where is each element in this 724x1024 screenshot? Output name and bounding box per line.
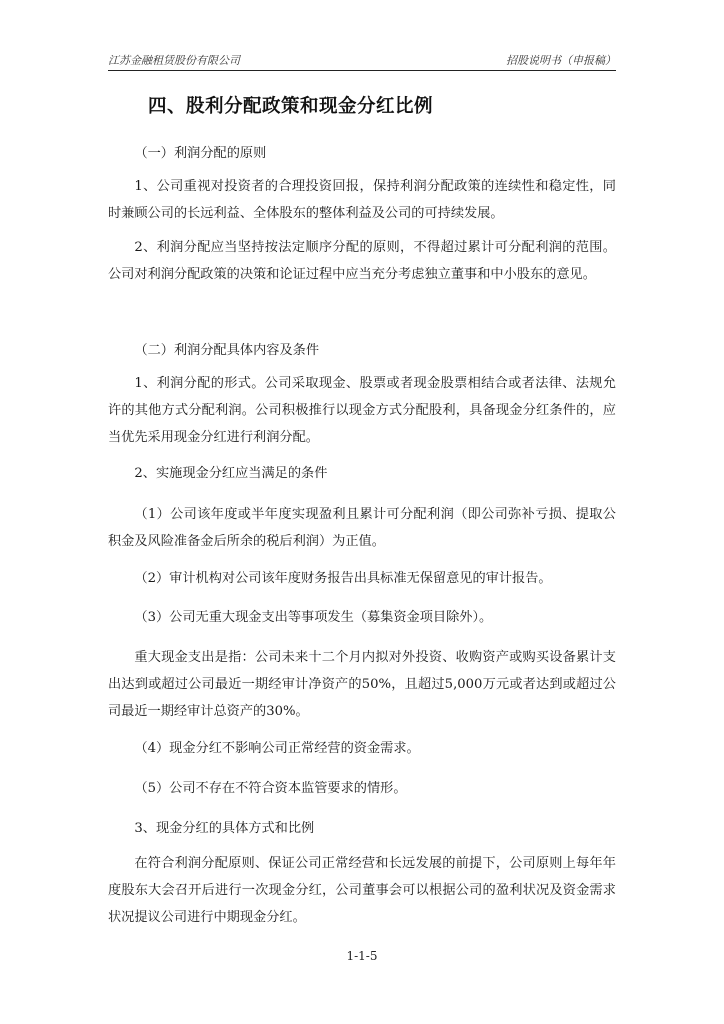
header-document-type: 招股说明书（申报稿） [506,54,616,67]
paragraph: 1、利润分配的形式。公司采取现金、股票或者现金股票相结合或者法律、法规允许的其他方式分配利润。公司积极推行以现金方式分配股利，具备现金分红条件的，应当优先采用现金分红进行利润分配。 [108,376,616,445]
paragraph: 在符合利润分配原则、保证公司正常经营和长远发展的前提下，公司原则上每年年度股东大会召开后进行一次现金分红，公司董事会可以根据公司的盈利状况及资金需求状况提议公司进行中期现金分红。 [108,856,616,925]
page-number: 1-1-5 [346,949,378,963]
paragraph: 3、现金分红的具体方式和比例 [134,821,315,836]
paragraph: 重大现金支出是指：公司未来十二个月内拟对外投资、收购资产或购买设备累计支出达到或超过公司最近一期经审计净资产的50%，且超过5,000万元或者达到或超过公司最近一期经审计总资产的30%。 [108,650,616,719]
paragraph: 1、公司重视对投资者的合理投资回报，保持利润分配政策的连续性和稳定性，同时兼顾公司的长远利益、全体股东的整体利益及公司的可持续发展。 [108,179,616,221]
list-item: （5）公司不存在不符合资本监管要求的情形。 [134,781,407,796]
section-title: 四、股利分配政策和现金分红比例 [148,96,434,117]
header-company-name: 江苏金融租赁股份有限公司 [108,54,240,67]
list-item: （2）审计机构对公司该年度财务报告出具标准无保留意见的审计报告。 [134,571,552,586]
page-header [108,50,616,71]
subsection-heading-1: （一）利润分配的原则 [134,146,267,161]
paragraph: 2、利润分配应当坚持按法定顺序分配的原则，不得超过累计可分配利润的范围。公司对利润分配政策的决策和论证过程中应当充分考虑独立董事和中小股东的意见。 [108,240,616,282]
list-item: （3）公司无重大现金支出等事项发生（募集资金项目除外）。 [134,610,493,625]
paragraph: 2、实施现金分红应当满足的条件 [134,466,328,481]
subsection-heading-2: （二）利润分配具体内容及条件 [134,343,320,358]
list-item: （4）现金分红不影响公司正常经营的资金需求。 [134,741,420,756]
list-item: （1）公司该年度或半年度实现盈利且累计可分配利润（即公司弥补亏损、提取公积金及风险准备金后所余的税后利润）为正值。 [108,507,616,549]
